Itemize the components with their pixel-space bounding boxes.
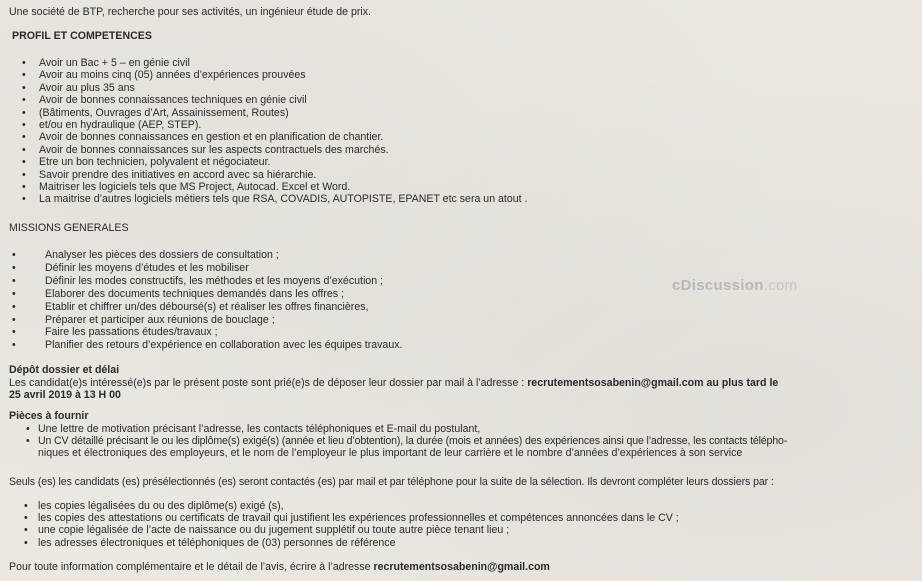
bullet: •	[12, 313, 16, 326]
bullet: •	[12, 261, 16, 274]
selection-item: les copies légalisées du ou des diplôme(s) exigé (s),	[38, 500, 284, 512]
profil-item: Etre un bon technicien, polyvalent et négociateur.	[39, 156, 271, 169]
bullet: •	[12, 249, 16, 261]
bullet: •	[22, 168, 26, 181]
footer-text: Pour toute information complémentaire et le détail de l’avis, écrire à l’adresse	[9, 561, 371, 573]
missions-item: Définir les moyens d’études et les mobiliser	[45, 261, 249, 274]
selection-text: Seuls (es) les candidats (es) présélectionnés (es) seront contactés (es) par mail et par téléphone pour la suite de la sélection. Ils devront compléter leurs dossiers par :	[9, 476, 774, 488]
pieces-heading: Pièces à fournir	[9, 410, 89, 422]
profil-item: et/ou en hydraulique (AEP, STEP).	[39, 119, 202, 131]
bullet: •	[22, 57, 26, 69]
bullet: •	[22, 131, 26, 144]
bullet: •	[12, 287, 16, 300]
depot-text: Les candidat(e)s intéressé(e)s par le présent poste sont prié(e)s de déposer leur dossier par mail à l’adresse :	[9, 377, 525, 389]
missions-item: Analyser les pièces des dossiers de consultation ;	[45, 249, 279, 261]
missions-item: Etablir et chiffrer un/des déboursé(s) et réaliser les offres financières,	[45, 300, 369, 313]
profil-heading: PROFIL ET COMPETENCES	[12, 30, 152, 42]
bullet: •	[26, 435, 30, 447]
selection-item: les adresses électroniques et téléphoniques de (03) personnes de référence	[38, 536, 396, 549]
profil-item: Avoir au plus 35 ans	[39, 81, 135, 94]
bullet: •	[22, 193, 26, 206]
bullet: •	[12, 339, 16, 352]
bullet: •	[12, 326, 16, 339]
bullet: •	[24, 512, 28, 525]
pieces-item-2a: Un CV détaillé précisant le ou les diplôme(s) exigé(s) (année et lieu d’obtention), la durée (mois et années) des expériences ainsi que l’adresse, les contacts télépho-	[38, 435, 788, 447]
missions-heading: MISSIONS GENERALES	[9, 222, 129, 234]
watermark-logo	[672, 277, 797, 294]
bullet: •	[24, 536, 28, 549]
bullet: •	[22, 69, 26, 82]
depot-deadline: 25 avril 2019 à 13 H 00	[9, 389, 121, 401]
pieces-item-1: Une lettre de motivation précisant l’adresse, les contacts téléphoniques et E-mail du postulant,	[38, 423, 481, 435]
depot-heading: Dépôt dossier et délai	[9, 364, 120, 376]
bullet: •	[12, 274, 16, 287]
depot-email: recrutementsosabenin@gmail.com au plus tard le	[527, 377, 779, 389]
selection-item: les copies des attestations ou certificats de travail qui justifient les expériences professionnelles et compétences annoncées dans le CV ;	[38, 512, 679, 525]
missions-item: Préparer et participer aux réunions de bouclage ;	[45, 313, 275, 326]
bullet: •	[22, 181, 26, 193]
profil-item: Avoir de bonnes connaissances sur les aspects contractuels des marchés.	[39, 143, 389, 156]
footer-line	[9, 561, 550, 573]
missions-item: Définir les modes constructifs, les méthodes et les moyens d’exécution ;	[45, 274, 383, 287]
bullet: •	[22, 119, 26, 131]
profil-item: Avoir un Bac + 5 – en génie civil	[39, 57, 190, 69]
bullet: •	[26, 423, 30, 435]
profil-item: Avoir de bonnes connaissances en gestion et en planification de chantier.	[39, 131, 384, 144]
depot-line-1	[9, 377, 778, 389]
missions-item: Planifier des retours d’expérience en collaboration avec les équipes travaux.	[45, 339, 403, 352]
watermark-brand: cDiscussion	[672, 277, 764, 294]
missions-item: Elaborer des documents techniques demandés dans les offres ;	[45, 287, 344, 300]
selection-item: une copie légalisée de l’acte de naissance ou du jugement supplétif ou toute autre pièce tenant lieu ;	[38, 524, 510, 537]
profil-item: Avoir au moins cinq (05) années d’expériences prouvées	[39, 69, 306, 82]
profil-item: La maitrise d’autres logiciels métiers tels que RSA, COVADIS, AUTOPISTE, EPANET etc sera un atout .	[39, 193, 528, 206]
bullet: •	[24, 524, 28, 537]
bullet: •	[22, 94, 26, 107]
pieces-item-2b: niques et électroniques des employeurs, et le nom de l’employeur le plus important de leur carrière et le nombre d’années d’expériences à son service	[38, 447, 743, 459]
profil-item: (Bâtiments, Ouvrages d’Art, Assainissement, Routes)	[39, 106, 289, 119]
watermark-tld: .com	[763, 277, 798, 294]
profil-item: Maitriser les logiciels tels que MS Project, Autocad. Excel et Word.	[39, 181, 351, 193]
bullet: •	[22, 106, 26, 119]
profil-item: Savoir prendre des initiatives en accord avec sa hiérarchie.	[39, 168, 317, 181]
bullet: •	[12, 300, 16, 313]
bullet: •	[22, 156, 26, 169]
bullet: •	[22, 81, 26, 94]
intro-text: Une société de BTP, recherche pour ses activités, un ingénieur étude de prix.	[9, 6, 371, 18]
profil-item: Avoir de bonnes connaissances techniques en génie civil	[39, 94, 307, 107]
bullet: •	[22, 143, 26, 156]
footer-email: recrutementsosabenin@gmail.com	[373, 561, 550, 573]
bullet: •	[24, 500, 28, 512]
missions-item: Faire les passations études/travaux ;	[45, 326, 218, 339]
